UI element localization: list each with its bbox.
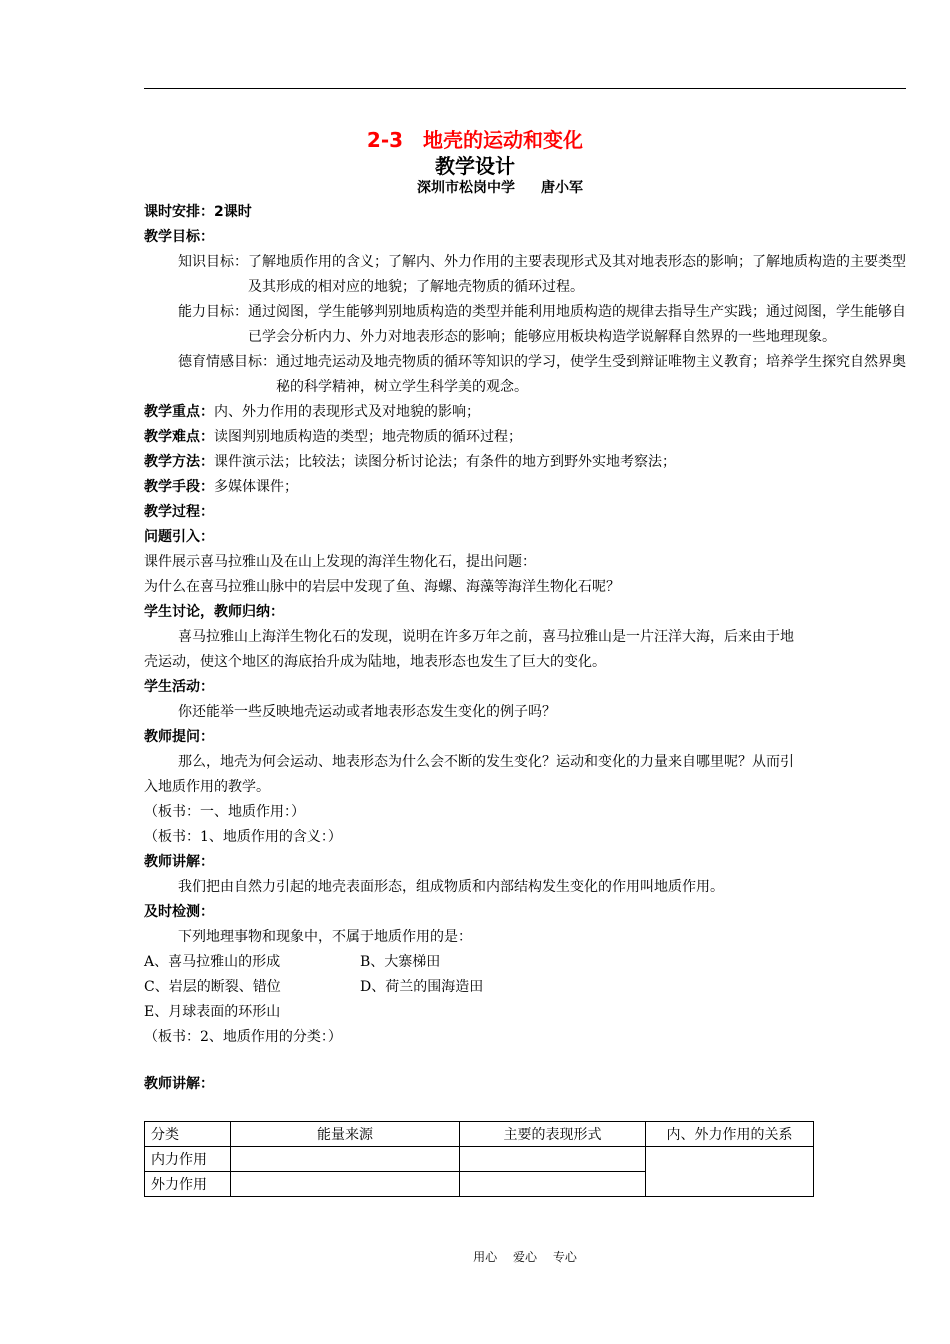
goal-moral bbox=[144, 350, 906, 400]
table-header-row bbox=[145, 1122, 814, 1147]
explain-heading: 教师讲解： bbox=[144, 854, 214, 870]
option-a: A、喜马拉雅山的形成 bbox=[144, 954, 281, 970]
header-rule bbox=[144, 88, 906, 89]
ask-line-1: 那么，地壳为何会运动、地表形态为什么会不断的发生变化？运动和变化的力量来自哪里呢？从而引 bbox=[178, 754, 794, 770]
activity-text: 你还能举一些反映地壳运动或者地表形态发生变化的例子吗？ bbox=[178, 704, 556, 720]
method-text: 课件演示法；比较法；读图分析讨论法；有条件的地方到野外实地考察法； bbox=[214, 454, 676, 470]
check-heading: 及时检测： bbox=[144, 904, 214, 920]
schedule-label: 课时安排： bbox=[144, 204, 214, 220]
difficulty-line bbox=[144, 425, 906, 450]
table-header-cell: 分类 bbox=[145, 1122, 231, 1147]
discuss-line-2: 壳运动，使这个地区的海底抬升成为陆地，地表形态也发生了巨大的变化。 bbox=[144, 654, 606, 670]
footer-text-2: 爱心 bbox=[512, 1250, 537, 1264]
means-label: 教学手段： bbox=[144, 479, 214, 495]
goal-knowledge bbox=[144, 250, 906, 300]
board-note-3: （板书：2、地质作用的分类：） bbox=[144, 1029, 342, 1045]
difficulty-text: 读图判别地质构造的类型；地壳物质的循环过程； bbox=[214, 429, 522, 445]
table-cell bbox=[231, 1147, 460, 1172]
goal-ability-label: 能力目标： bbox=[178, 304, 248, 320]
table-header-cell: 能量来源 bbox=[231, 1122, 460, 1147]
table-row-label: 内力作用 bbox=[145, 1147, 231, 1172]
process-heading: 教学过程： bbox=[144, 504, 214, 520]
board-note-1: （板书：一、地质作用：） bbox=[144, 804, 305, 820]
options-row-1 bbox=[144, 950, 906, 975]
method-line bbox=[144, 450, 906, 475]
footer-text-1: 用心 bbox=[473, 1250, 498, 1264]
document-subtitle: 教学设计 bbox=[435, 154, 515, 178]
goals-heading: 教学目标： bbox=[144, 229, 214, 245]
goal-moral-label: 德育情感目标： bbox=[178, 354, 276, 370]
intro-line-1: 课件展示喜马拉雅山及在山上发现的海洋生物化石，提出问题： bbox=[144, 554, 536, 570]
lesson-plan-body bbox=[144, 200, 906, 1097]
check-question: 下列地理事物和现象中，不属于地质作用的是： bbox=[178, 929, 472, 945]
table-header-cell: 内、外力作用的关系 bbox=[646, 1122, 814, 1147]
option-e: E、月球表面的环形山 bbox=[144, 1004, 281, 1020]
author-line bbox=[0, 177, 950, 197]
method-label: 教学方法： bbox=[144, 454, 214, 470]
key-points-line bbox=[144, 400, 906, 425]
key-points-label: 教学重点： bbox=[144, 404, 214, 420]
means-text: 多媒体课件； bbox=[214, 479, 298, 495]
table-row bbox=[145, 1147, 814, 1172]
author-name: 唐小军 bbox=[541, 180, 583, 196]
school-name: 深圳市松岗中学 bbox=[417, 180, 515, 196]
document-title: 2-3 地壳的运动和变化 bbox=[366, 128, 584, 152]
key-points-text: 内、外力作用的表现形式及对地貌的影响； bbox=[214, 404, 480, 420]
ask-line-2: 入地质作用的教学。 bbox=[144, 779, 270, 795]
page-footer bbox=[0, 1248, 950, 1265]
explain2-heading: 教师讲解： bbox=[144, 1076, 214, 1092]
intro-line-2: 为什么在喜马拉雅山脉中的岩层中发现了鱼、海螺、海藻等海洋生物化石呢？ bbox=[144, 579, 620, 595]
table-header-cell: 主要的表现形式 bbox=[460, 1122, 646, 1147]
option-d: D、荷兰的围海造田 bbox=[360, 979, 484, 995]
ask-heading: 教师提问： bbox=[144, 729, 214, 745]
option-c: C、岩层的断裂、错位 bbox=[144, 979, 281, 995]
intro-heading: 问题引入： bbox=[144, 529, 214, 545]
board-note-2: （板书：1、地质作用的含义：） bbox=[144, 829, 342, 845]
schedule-value: 2课时 bbox=[214, 204, 252, 220]
goal-ability bbox=[144, 300, 906, 350]
schedule-line bbox=[144, 200, 906, 225]
table-cell bbox=[460, 1147, 646, 1172]
footer-text-3: 专心 bbox=[552, 1250, 577, 1264]
discuss-heading: 学生讨论，教师归纳： bbox=[144, 604, 284, 620]
means-line bbox=[144, 475, 906, 500]
discuss-line-1: 喜马拉雅山上海洋生物化石的发现，说明在许多万年之前，喜马拉雅山是一片汪洋大海，后来由于地 bbox=[178, 629, 794, 645]
goal-knowledge-label: 知识目标： bbox=[178, 254, 248, 270]
table-cell bbox=[646, 1147, 814, 1197]
explain-text: 我们把由自然力引起的地壳表面形态，组成物质和内部结构发生变化的作用叫地质作用。 bbox=[178, 879, 724, 895]
goal-ability-text: 通过阅图，学生能够判别地质构造的类型并能利用地质构造的规律去指导生产实践；通过阅图，学生能够自已学会分析内力、外力对地表形态的影响；能够应用板块构造学说解释自然界的一些地理现象。 bbox=[248, 304, 906, 345]
difficulty-label: 教学难点： bbox=[144, 429, 214, 445]
option-b: B、大寨梯田 bbox=[360, 954, 441, 970]
goal-knowledge-text: 了解地质作用的含义；了解内、外力作用的主要表现形式及其对地表形态的影响；了解地质构造的主要类型及其形成的相对应的地貌；了解地壳物质的循环过程。 bbox=[248, 254, 906, 295]
table-cell bbox=[231, 1172, 460, 1197]
table-cell bbox=[460, 1172, 646, 1197]
table-row-label: 外力作用 bbox=[145, 1172, 231, 1197]
geologic-action-table bbox=[144, 1121, 814, 1197]
options-row-2 bbox=[144, 975, 906, 1000]
activity-heading: 学生活动： bbox=[144, 679, 214, 695]
goal-moral-text: 通过地壳运动及地壳物质的循环等知识的学习，使学生受到辩证唯物主义教育；培养学生探究自然界奥秘的科学精神，树立学生科学美的观念。 bbox=[276, 354, 906, 395]
